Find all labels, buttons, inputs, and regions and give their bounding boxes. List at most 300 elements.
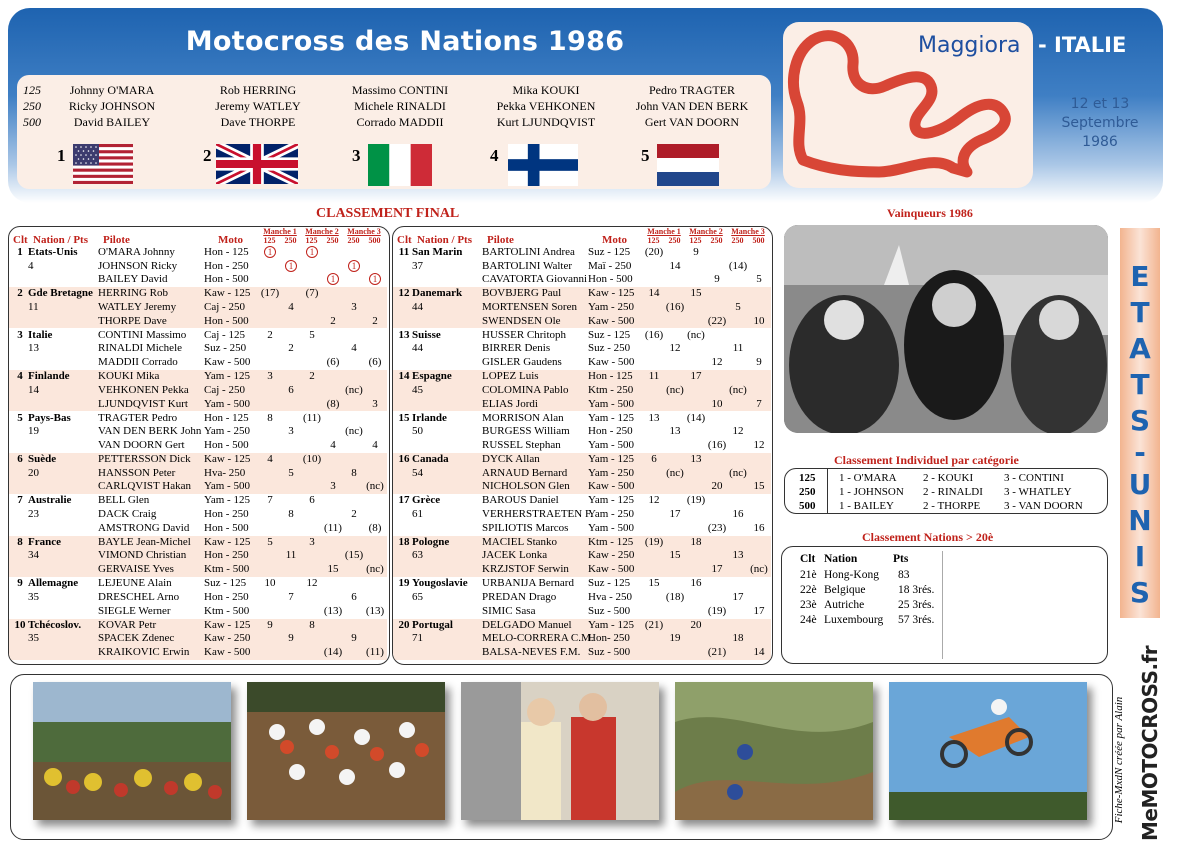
col-header-moto: Moto bbox=[218, 234, 244, 246]
rider-name: BALSA-NEVES F.M. bbox=[482, 645, 581, 658]
nation-rank: 2 bbox=[17, 287, 23, 300]
nation-points: 11 bbox=[28, 301, 39, 314]
rider-bike: Kaw - 500 bbox=[588, 480, 635, 493]
nation-name: Autriche bbox=[824, 599, 865, 611]
race-result: 3 bbox=[351, 301, 357, 314]
rider-name: HANSSON Peter bbox=[98, 466, 176, 479]
col-header-clt: Clt bbox=[800, 553, 816, 565]
race-result: 4 bbox=[288, 301, 294, 314]
race-result: 3 bbox=[288, 425, 294, 438]
team-rank: 4 bbox=[490, 146, 499, 165]
race-result: 4 bbox=[351, 342, 357, 355]
rider-name: Pedro TRAGTER bbox=[648, 83, 736, 97]
race-result: (nc) bbox=[666, 466, 684, 479]
rider-name: BAROUS Daniel bbox=[482, 494, 559, 507]
start-gate-photo-icon bbox=[33, 682, 231, 820]
race-result: 14 bbox=[669, 259, 681, 272]
rider-bike: Hva - 250 bbox=[588, 590, 632, 603]
nation-points: 4 bbox=[28, 259, 34, 272]
nation-rank: 21è bbox=[800, 569, 817, 581]
rider-name: MELO-CORRERA C.M. bbox=[482, 632, 594, 645]
rider-bike: Yam - 125 bbox=[588, 411, 634, 424]
rider-name: VIMOND Christian bbox=[98, 549, 187, 562]
rider-name: Michele RINALDI bbox=[354, 99, 446, 113]
race-result: 11 bbox=[285, 549, 297, 562]
rider-name: ELIAS Jordi bbox=[482, 397, 538, 410]
first-place: 1 - JOHNSON bbox=[839, 486, 904, 498]
finland-flag-icon bbox=[508, 144, 578, 186]
nation-name: Allemagne bbox=[28, 577, 79, 590]
race-result: (15) bbox=[344, 549, 364, 562]
race-result: 7 bbox=[756, 397, 762, 410]
rider-name: VERHERSTRAETEN F. bbox=[482, 508, 593, 521]
nation-block bbox=[393, 246, 771, 287]
nation-name: Espagne bbox=[412, 370, 452, 383]
race-result: 4 bbox=[330, 438, 336, 451]
race-result: (13) bbox=[365, 604, 385, 617]
col-header-manche: Manche 1 bbox=[263, 227, 297, 236]
photo-riders-seated bbox=[461, 682, 659, 820]
vertical-letter: T bbox=[1130, 296, 1150, 329]
nation-points: 25 3rés. bbox=[898, 599, 935, 611]
results-panel-left bbox=[8, 226, 390, 665]
rider-name: SWENDSEN Ole bbox=[482, 314, 561, 327]
results-panel-right bbox=[392, 226, 773, 665]
race-result: 17 bbox=[732, 590, 744, 603]
race-result: (nc) bbox=[366, 480, 384, 493]
rider-name: GERVAISE Yves bbox=[98, 563, 174, 576]
nation-block bbox=[393, 619, 771, 660]
classement-final-title: CLASSEMENT FINAL bbox=[316, 206, 460, 221]
venue-separator: - bbox=[1038, 33, 1047, 57]
winners-title: Vainqueurs 1986 bbox=[887, 206, 973, 220]
race-result: (14) bbox=[728, 259, 748, 272]
col-header-manche: Manche 3 bbox=[731, 227, 765, 236]
race-result: 19 bbox=[669, 632, 681, 645]
rider-name: PREDAN Drago bbox=[482, 590, 557, 603]
col-header-nation: Nation / Pts bbox=[33, 234, 88, 246]
nation-block bbox=[9, 370, 387, 411]
rider-name: BELL Glen bbox=[98, 494, 150, 507]
race-result: 12 bbox=[711, 356, 723, 369]
rider-bike: Yam - 250 bbox=[588, 301, 634, 314]
rider-name: Kurt LJUNDQVIST bbox=[496, 115, 596, 129]
race-result: 6 bbox=[351, 590, 357, 603]
winner-country-vertical bbox=[1120, 228, 1160, 618]
race-result: (nc) bbox=[345, 425, 363, 438]
nation-block bbox=[393, 453, 771, 494]
nation-rank: 9 bbox=[17, 577, 23, 590]
nation-block bbox=[9, 453, 387, 494]
rider-name: DELGADO Manuel bbox=[482, 618, 572, 631]
rider-name: Gert VAN DOORN bbox=[644, 115, 740, 129]
rider-name: BOVBJERG Paul bbox=[482, 287, 562, 300]
rider-bike: Hon - 250 bbox=[204, 549, 249, 562]
rider-name: SPILIOTIS Marcos bbox=[482, 521, 569, 534]
nation-block bbox=[9, 287, 387, 328]
rider-bike: Ktm - 125 bbox=[588, 535, 634, 548]
nation-points: 50 bbox=[412, 425, 423, 438]
rider-name: Dave THORPE bbox=[220, 115, 296, 129]
rider-name: BARTOLINI Andrea bbox=[482, 246, 575, 258]
nation-points: 65 bbox=[412, 590, 423, 603]
event-date-line: 1986 bbox=[1082, 134, 1118, 150]
col-header-manche: Manche 2 bbox=[305, 227, 339, 236]
photo-start-gate bbox=[33, 682, 231, 820]
rider-name: WATLEY Jeremy bbox=[98, 301, 177, 314]
race-result bbox=[343, 260, 365, 274]
race-result: 18 bbox=[690, 535, 702, 548]
col-header-cat: 250 bbox=[710, 236, 723, 245]
rider-name: SIEGLE Werner bbox=[98, 604, 171, 617]
nation-rank: 4 bbox=[17, 370, 23, 383]
col-header-cat: 500 bbox=[752, 236, 765, 245]
col-header-cat: 250 bbox=[326, 236, 339, 245]
nation-name: Danemark bbox=[412, 287, 463, 300]
track-crowd-photo-icon bbox=[675, 682, 873, 820]
nation-points: 35 bbox=[28, 632, 39, 645]
team-usa bbox=[37, 82, 187, 165]
rider-bike: Yam - 500 bbox=[204, 480, 250, 493]
col-header-cat: 125 bbox=[305, 236, 318, 245]
race-result: 12 bbox=[732, 425, 744, 438]
race-result: 17 bbox=[753, 604, 765, 617]
rider-bike: Yam - 125 bbox=[204, 370, 250, 383]
rider-name: MADDII Corrado bbox=[98, 356, 178, 369]
event-date bbox=[1045, 95, 1155, 152]
vertical-letter: E bbox=[1130, 260, 1150, 293]
race-result: 4 bbox=[267, 453, 273, 465]
vertical-letter: S bbox=[1129, 576, 1151, 609]
col-header-cat: 250 bbox=[347, 236, 360, 245]
race-result: 2 bbox=[330, 314, 336, 327]
vertical-letter: I bbox=[1134, 540, 1146, 573]
nation-points: 61 bbox=[412, 508, 423, 521]
rider-name: SIMIC Sasa bbox=[482, 604, 536, 617]
race-result: 6 bbox=[288, 383, 294, 396]
rider-name: ARNAUD Bernard bbox=[482, 466, 568, 479]
rider-bike: Kaw - 500 bbox=[204, 645, 251, 658]
results-table-left bbox=[9, 227, 390, 665]
nation-block bbox=[9, 329, 387, 370]
nation-points: 23 bbox=[28, 508, 39, 521]
nation-block bbox=[393, 329, 771, 370]
rider-name: VAN DEN BERK John bbox=[98, 425, 202, 438]
nation-points: 13 bbox=[28, 342, 39, 355]
winner-circle: 1 bbox=[327, 273, 339, 285]
race-result: (16) bbox=[644, 328, 664, 341]
race-result: 3 bbox=[309, 535, 315, 548]
rider-name: David BAILEY bbox=[73, 115, 151, 129]
rider-bike: Suz - 125 bbox=[588, 328, 631, 341]
nation-points: 63 bbox=[412, 549, 423, 562]
results-table-right bbox=[393, 227, 773, 665]
race-result: 7 bbox=[267, 494, 273, 507]
col-header-cat: 250 bbox=[668, 236, 681, 245]
col-header-pilote: Pilote bbox=[487, 234, 514, 246]
rider-name: NICHOLSON Glen bbox=[482, 480, 570, 493]
team-italy bbox=[325, 82, 475, 165]
rider-bike: Hon - 250 bbox=[204, 259, 249, 272]
race-result: (20) bbox=[644, 246, 664, 258]
nation-name: Finlande bbox=[28, 370, 70, 383]
race-result bbox=[364, 273, 386, 287]
rider-bike: Hon - 250 bbox=[204, 508, 249, 521]
rider-bike: Kaw - 125 bbox=[204, 618, 251, 631]
nation-name: Pays-Bas bbox=[28, 411, 71, 424]
rider-name: CAVATORTA Giovanni bbox=[482, 273, 588, 286]
nation-name: Canada bbox=[412, 453, 449, 465]
category: 250 bbox=[799, 486, 816, 498]
race-result: 12 bbox=[648, 494, 660, 507]
rider-bike: Suz - 250 bbox=[588, 342, 631, 355]
race-result: 9 bbox=[714, 273, 720, 286]
rider-name: GISLER Gaudens bbox=[482, 356, 562, 369]
race-result: 9 bbox=[288, 632, 294, 645]
team-finland bbox=[471, 82, 621, 165]
rider-bike: Hon - 125 bbox=[204, 411, 249, 424]
race-result: 9 bbox=[351, 632, 357, 645]
race-result: (nc) bbox=[345, 383, 363, 396]
race-result: 5 bbox=[756, 273, 762, 286]
race-result: (19) bbox=[644, 535, 664, 548]
col-header-cat: 125 bbox=[689, 236, 702, 245]
race-result: 8 bbox=[288, 508, 294, 521]
nation-name: Grèce bbox=[412, 494, 441, 507]
category: 125 bbox=[799, 472, 816, 484]
rider-name: CONTINI Massimo bbox=[98, 328, 187, 341]
col-header-cat: 250 bbox=[731, 236, 744, 245]
nation-name: Suède bbox=[28, 453, 57, 465]
nation-block bbox=[9, 494, 387, 535]
rider-bike: Hon - 250 bbox=[204, 590, 249, 603]
rider-name: RINALDI Michele bbox=[98, 342, 183, 355]
rider-bike: Kaw - 500 bbox=[588, 356, 635, 369]
race-result: (21) bbox=[707, 645, 727, 658]
first-place: 1 - BAILEY bbox=[839, 500, 894, 512]
rider-name: KRAIKOVIC Erwin bbox=[98, 645, 190, 658]
rider-name: JOHNSON Ricky bbox=[98, 259, 178, 272]
race-result: 13 bbox=[669, 425, 681, 438]
rider-name: KRZJSTOF Serwin bbox=[482, 563, 569, 576]
team-rank: 2 bbox=[203, 146, 212, 165]
rider-bike: Yam - 250 bbox=[588, 508, 634, 521]
race-result: 15 bbox=[648, 577, 660, 590]
rider-name: MACIEL Stanko bbox=[482, 535, 558, 548]
race-result bbox=[259, 246, 281, 260]
nation-rank: 14 bbox=[398, 370, 410, 383]
nation-rank: 24è bbox=[800, 614, 817, 626]
nations-beyond-20-panel bbox=[781, 546, 1108, 664]
nation-rank: 18 bbox=[398, 535, 410, 548]
rider-bike: Yam - 500 bbox=[588, 397, 634, 410]
nation-points: 44 bbox=[412, 342, 423, 355]
rider-name: KOUKI Mika bbox=[98, 370, 160, 383]
col-header-clt: Clt bbox=[13, 234, 28, 246]
rider-bike: Yam - 500 bbox=[588, 438, 634, 451]
race-result: 9 bbox=[267, 618, 273, 631]
rider-bike: Kaw - 500 bbox=[588, 563, 635, 576]
category-label: 500 bbox=[23, 115, 41, 129]
first-place: 1 - O'MARA bbox=[839, 472, 897, 484]
rider-name: THORPE Dave bbox=[98, 314, 167, 327]
nation-points: 14 bbox=[28, 383, 39, 396]
nation-block bbox=[9, 619, 387, 660]
third-place: 3 - CONTINI bbox=[1004, 472, 1064, 484]
nation-name: Tchécoslov. bbox=[28, 618, 82, 631]
rider-bike: Yam - 125 bbox=[588, 618, 634, 631]
team-rank: 3 bbox=[352, 146, 361, 165]
rider-name: BURGESS William bbox=[482, 425, 570, 438]
individual-row bbox=[785, 499, 1107, 513]
rider-name: Mika KOUKI bbox=[512, 83, 580, 97]
race-result: 13 bbox=[732, 549, 744, 562]
rider-bike: Kaw - 250 bbox=[588, 549, 635, 562]
race-result: 15 bbox=[753, 480, 765, 493]
rider-bike: Suz - 125 bbox=[204, 577, 247, 590]
rider-name: Ricky JOHNSON bbox=[68, 99, 156, 113]
usa-flag-icon bbox=[73, 144, 133, 184]
race-result bbox=[280, 260, 302, 274]
rider-bike: Hon - 125 bbox=[588, 370, 633, 383]
race-result: (22) bbox=[707, 314, 727, 327]
race-result: (11) bbox=[366, 645, 384, 658]
rider-name: BIRRER Denis bbox=[482, 342, 551, 355]
second-place: 2 - RINALDI bbox=[923, 486, 983, 498]
race-result: (10) bbox=[302, 453, 322, 465]
nation-points: 37 bbox=[412, 259, 423, 272]
rider-bike: Kaw - 125 bbox=[204, 535, 251, 548]
nation-block bbox=[393, 370, 771, 411]
race-result: 10 bbox=[753, 314, 765, 327]
individual-ranking-panel bbox=[784, 468, 1108, 514]
race-result: 20 bbox=[690, 618, 702, 631]
category: 500 bbox=[799, 500, 816, 512]
race-result: 5 bbox=[288, 466, 294, 479]
nation-name: Suisse bbox=[412, 328, 441, 341]
col-header-clt: Clt bbox=[397, 234, 412, 246]
jump-photo-icon bbox=[889, 682, 1087, 820]
rider-name: Corrado MADDII bbox=[356, 115, 444, 129]
rider-name: VAN DOORN Gert bbox=[98, 438, 185, 451]
nation-name: San Marin bbox=[412, 246, 463, 258]
rider-bike: Ktm - 500 bbox=[204, 563, 250, 576]
nation-points: 18 3rés. bbox=[898, 584, 935, 596]
col-header-cat: 125 bbox=[647, 236, 660, 245]
nation-points: 19 bbox=[28, 425, 39, 438]
rider-name: URBANIJA Bernard bbox=[482, 577, 574, 590]
race-result: (8) bbox=[326, 397, 340, 410]
riders-seated-photo-icon bbox=[461, 682, 659, 820]
race-result: (8) bbox=[368, 521, 382, 534]
race-result: 14 bbox=[648, 287, 660, 300]
nation-name: Etats-Unis bbox=[28, 246, 78, 258]
race-result: (23) bbox=[707, 521, 727, 534]
nation-rank: 6 bbox=[17, 453, 23, 465]
rider-bike: Suz - 125 bbox=[588, 577, 631, 590]
rider-name: KOVAR Petr bbox=[98, 618, 157, 631]
rider-bike: Yam - 250 bbox=[204, 425, 250, 438]
nation-rank: 17 bbox=[398, 494, 410, 507]
race-result bbox=[322, 273, 344, 287]
race-result: 4 bbox=[372, 438, 378, 451]
venue-country bbox=[1038, 33, 1126, 57]
rider-name: JACEK Lonka bbox=[482, 549, 548, 562]
vertical-letter: U bbox=[1128, 468, 1152, 501]
rider-name: CARLQVIST Hakan bbox=[98, 480, 191, 493]
race-result: 20 bbox=[711, 480, 723, 493]
photo-pack-racing bbox=[247, 682, 445, 820]
race-result: 9 bbox=[756, 356, 762, 369]
race-result: (nc) bbox=[729, 383, 747, 396]
nation-name: Hong-Kong bbox=[824, 569, 879, 581]
nation-block bbox=[393, 412, 771, 453]
nation-rank: 22è bbox=[800, 584, 817, 596]
venue-name: Maggiora bbox=[918, 33, 1021, 58]
nation-rank: 15 bbox=[398, 411, 410, 424]
race-result: (11) bbox=[303, 411, 321, 424]
col-header-manche: Manche 2 bbox=[689, 227, 723, 236]
third-place: 3 - VAN DOORN bbox=[1004, 500, 1083, 512]
credit-author: Fiche-MxdN créée par Alain bbox=[1113, 696, 1125, 824]
venue-country-name: ITALIE bbox=[1054, 33, 1127, 57]
rider-bike: Ktm - 500 bbox=[204, 604, 250, 617]
individual-row bbox=[785, 485, 1107, 499]
race-result: 8 bbox=[351, 466, 357, 479]
divider bbox=[942, 551, 943, 659]
race-result: (14) bbox=[686, 411, 706, 424]
rider-bike: Hon- 250 bbox=[588, 632, 630, 645]
race-result: (nc) bbox=[750, 563, 768, 576]
vertical-letter: T bbox=[1130, 368, 1150, 401]
nation-block bbox=[393, 287, 771, 328]
divider bbox=[827, 469, 828, 513]
rider-bike: Suz - 500 bbox=[588, 604, 631, 617]
nation-rank: 7 bbox=[17, 494, 23, 507]
nation-block bbox=[9, 536, 387, 577]
rider-bike: Kaw - 500 bbox=[588, 314, 635, 327]
nation-name: Australie bbox=[28, 494, 72, 507]
photo-track-crowd bbox=[675, 682, 873, 820]
race-result: (18) bbox=[665, 590, 685, 603]
rider-name: BARTOLINI Walter bbox=[482, 259, 573, 272]
winner-circle: 1 bbox=[369, 273, 381, 285]
race-result: 12 bbox=[669, 342, 681, 355]
rider-name: RUSSEL Stephan bbox=[482, 438, 561, 451]
race-result: (6) bbox=[326, 356, 340, 369]
col-header-cat: 500 bbox=[368, 236, 381, 245]
race-result: 2 bbox=[288, 342, 294, 355]
rider-name: John VAN DEN BERK bbox=[635, 99, 749, 113]
race-result: 11 bbox=[732, 342, 744, 355]
netherlands-flag-icon bbox=[657, 144, 719, 186]
nation-points: 35 bbox=[28, 590, 39, 603]
winner-circle: 1 bbox=[285, 260, 297, 272]
vertical-letter: N bbox=[1128, 504, 1152, 537]
race-result: 12 bbox=[753, 438, 765, 451]
rider-bike: Caj - 250 bbox=[204, 383, 245, 396]
rider-name: MORTENSEN Soren bbox=[482, 301, 577, 314]
race-result: 16 bbox=[690, 577, 702, 590]
nation-rank: 10 bbox=[14, 618, 26, 631]
race-result: 2 bbox=[267, 328, 273, 341]
race-result: 15 bbox=[669, 549, 681, 562]
vertical-letter: A bbox=[1129, 332, 1151, 365]
nation-rank: 12 bbox=[398, 287, 410, 300]
race-result: 6 bbox=[651, 453, 657, 465]
rider-name: MORRISON Alan bbox=[482, 411, 564, 424]
race-result: 8 bbox=[309, 618, 315, 631]
